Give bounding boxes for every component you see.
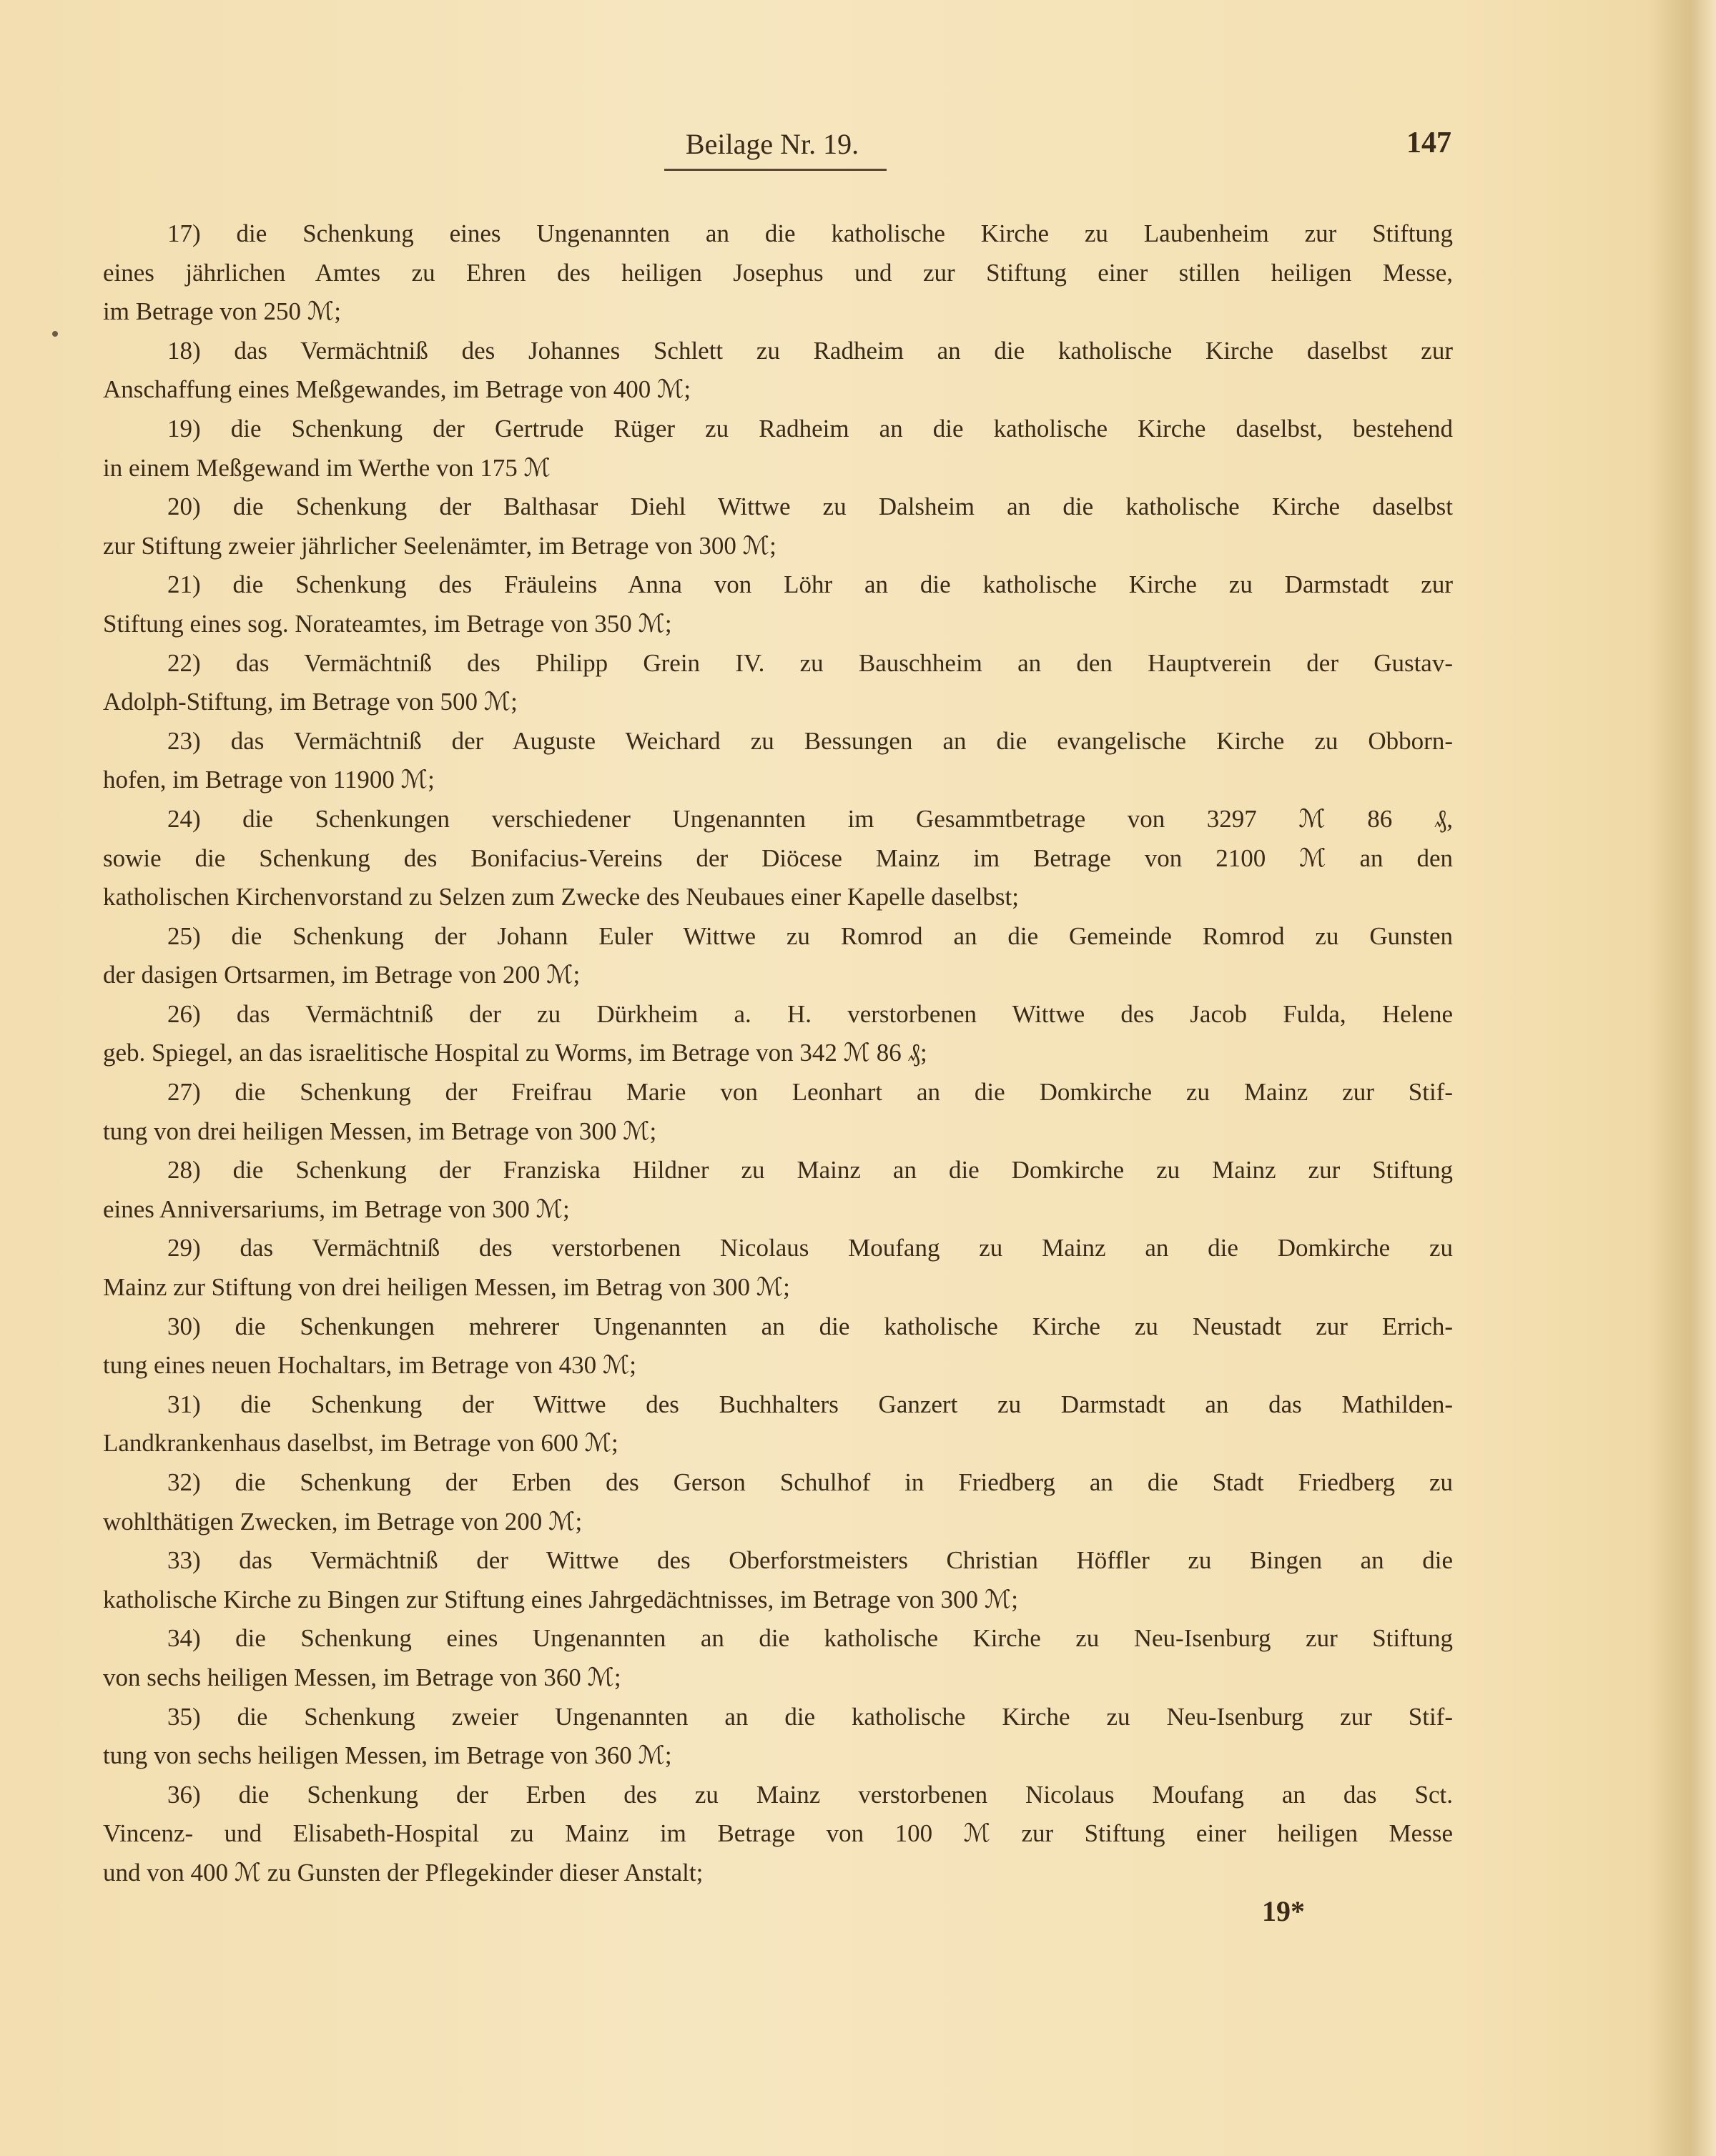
text-line: 21) die Schenkung des Fräuleins Anna von Löhr an die katholische Kirche zu Darmstadt zur	[167, 570, 1453, 599]
list-item	[103, 488, 1453, 565]
list-item	[103, 722, 1453, 800]
list-item	[103, 1385, 1453, 1463]
text-line: katholische Kirche zu Bingen zur Stiftung eines Jahrgedächtnisses, im Betrage von 300 ℳ;	[103, 1585, 1018, 1613]
text-line: 22) das Vermächtniß des Philipp Grein IV. zu Bauschheim an den Hauptverein der Gustav-	[167, 648, 1453, 677]
list-item	[103, 644, 1453, 722]
list-item	[103, 332, 1453, 410]
text-line: 19) die Schenkung der Gertrude Rüger zu Radheim an die katholische Kirche daselbst, bestehend	[167, 414, 1453, 442]
text-line: 23) das Vermächtniß der Auguste Weichard zu Bessungen an die evangelische Kirche zu Obborn-	[167, 726, 1453, 755]
text-line: Stiftung eines sog. Norateamtes, im Betrage von 350 ℳ;	[103, 609, 672, 638]
sheet-signature: 19*	[1262, 1895, 1305, 1927]
text-line: katholischen Kirchenvorstand zu Selzen zum Zwecke des Neubaues einer Kapelle daselbst;	[103, 883, 1019, 911]
document-body	[103, 214, 1453, 1893]
text-line: eines jährlichen Amtes zu Ehren des heiligen Josephus und zur Stiftung einer stillen heiligen Messe,	[103, 258, 1453, 287]
text-line: der dasigen Ortsarmen, im Betrage von 200 ℳ;	[103, 961, 581, 989]
list-item	[103, 1151, 1453, 1229]
text-line: Vincenz- und Elisabeth-Hospital zu Mainz im Betrage von 100 ℳ zur Stiftung einer heiligen Messe	[103, 1819, 1453, 1848]
text-line: 29) das Vermächtniß des verstorbenen Nicolaus Moufang zu Mainz an die Domkirche zu	[167, 1234, 1453, 1262]
ink-speck	[52, 331, 58, 337]
text-line: 18) das Vermächtniß des Johannes Schlett zu Radheim an die katholische Kirche daselbst zur	[167, 336, 1453, 365]
text-line: 20) die Schenkung der Balthasar Diehl Wittwe zu Dalsheim an die katholische Kirche daselbst	[167, 493, 1453, 521]
text-line: Anschaffung eines Meßgewandes, im Betrage von 400 ℳ;	[103, 375, 691, 404]
text-line: sowie die Schenkung des Bonifacius-Vereins der Diöcese Mainz im Betrage von 2100 ℳ an den	[103, 844, 1453, 872]
text-line: 32) die Schenkung der Erben des Gerson Schulhof in Friedberg an die Stadt Friedberg zu	[167, 1468, 1453, 1496]
page-header-title: Beilage Nr. 19.	[685, 128, 859, 160]
list-item	[103, 917, 1453, 995]
text-line: 34) die Schenkung eines Ungenannten an die katholische Kirche zu Neu-Isenburg zur Stiftung	[167, 1624, 1453, 1653]
list-item	[103, 565, 1453, 643]
text-line: 25) die Schenkung der Johann Euler Wittwe zu Romrod an die Gemeinde Romrod zu Gunsten	[167, 921, 1453, 950]
text-line: Mainz zur Stiftung von drei heiligen Messen, im Betrag von 300 ℳ;	[103, 1273, 790, 1302]
list-item	[103, 800, 1453, 917]
text-line: wohlthätigen Zwecken, im Betrage von 200 ℳ;	[103, 1507, 583, 1536]
text-line: 35) die Schenkung zweier Ungenannten an die katholische Kirche zu Neu-Isenburg zur Stif-	[167, 1702, 1453, 1731]
text-line: in einem Meßgewand im Werthe von 175 ℳ	[103, 453, 551, 482]
list-item	[103, 1541, 1453, 1619]
list-item	[103, 410, 1453, 488]
text-line: Landkrankenhaus daselbst, im Betrage von 600 ℳ;	[103, 1429, 618, 1458]
text-line: 31) die Schenkung der Wittwe des Buchhalters Ganzert zu Darmstadt an das Mathilden-	[167, 1390, 1453, 1418]
text-line: zur Stiftung zweier jährlicher Seelenämter, im Betrage von 300 ℳ;	[103, 531, 776, 560]
text-line: 27) die Schenkung der Freifrau Marie von Leonhart an die Domkirche zu Mainz zur Stif-	[167, 1078, 1453, 1107]
text-line: 24) die Schenkungen verschiedener Ungenannten im Gesammtbetrage von 3297 ℳ 86 ₰,	[167, 804, 1453, 833]
text-line: Adolph-Stiftung, im Betrage von 500 ℳ;	[103, 688, 518, 716]
list-item	[103, 995, 1453, 1073]
text-line: tung von drei heiligen Messen, im Betrage von 300 ℳ;	[103, 1117, 657, 1145]
text-line: von sechs heiligen Messen, im Betrage von 360 ℳ;	[103, 1663, 621, 1691]
text-line: 28) die Schenkung der Franziska Hildner zu Mainz an die Domkirche zu Mainz zur Stiftung	[167, 1156, 1453, 1185]
list-item	[103, 1619, 1453, 1697]
page-number: 147	[1406, 127, 1451, 159]
text-line: 36) die Schenkung der Erben des zu Mainz verstorbenen Nicolaus Moufang an das Sct.	[167, 1780, 1453, 1809]
text-line: im Betrage von 250 ℳ;	[103, 297, 341, 326]
text-line: 17) die Schenkung eines Ungenannten an die katholische Kirche zu Laubenheim zur Stiftung	[167, 219, 1453, 247]
list-item	[103, 1307, 1453, 1385]
text-line: 33) das Vermächtniß der Wittwe des Oberforstmeisters Christian Höffler zu Bingen an die	[167, 1546, 1453, 1575]
header-underline	[664, 169, 887, 171]
list-item	[103, 214, 1453, 332]
text-line: hofen, im Betrage von 11900 ℳ;	[103, 766, 435, 794]
text-line: geb. Spiegel, an das israelitische Hospital zu Worms, im Betrage von 342 ℳ 86 ₰;	[103, 1039, 927, 1067]
list-item	[103, 1073, 1453, 1151]
list-item	[103, 1776, 1453, 1893]
text-line: tung eines neuen Hochaltars, im Betrage von 430 ℳ;	[103, 1351, 636, 1380]
list-item	[103, 1463, 1453, 1541]
text-line: eines Anniversariums, im Betrage von 300 ℳ;	[103, 1195, 570, 1223]
list-item	[103, 1698, 1453, 1776]
text-line: tung von sechs heiligen Messen, im Betrage von 360 ℳ;	[103, 1741, 672, 1770]
text-line: 30) die Schenkungen mehrerer Ungenannten an die katholische Kirche zu Neustadt zur Errich-	[167, 1312, 1453, 1340]
text-line: und von 400 ℳ zu Gunsten der Pflegekinder dieser Anstalt;	[103, 1858, 704, 1886]
text-line: 26) das Vermächtniß der zu Dürkheim a. H. verstorbenen Wittwe des Jacob Fulda, Helene	[167, 999, 1453, 1028]
list-item	[103, 1229, 1453, 1307]
